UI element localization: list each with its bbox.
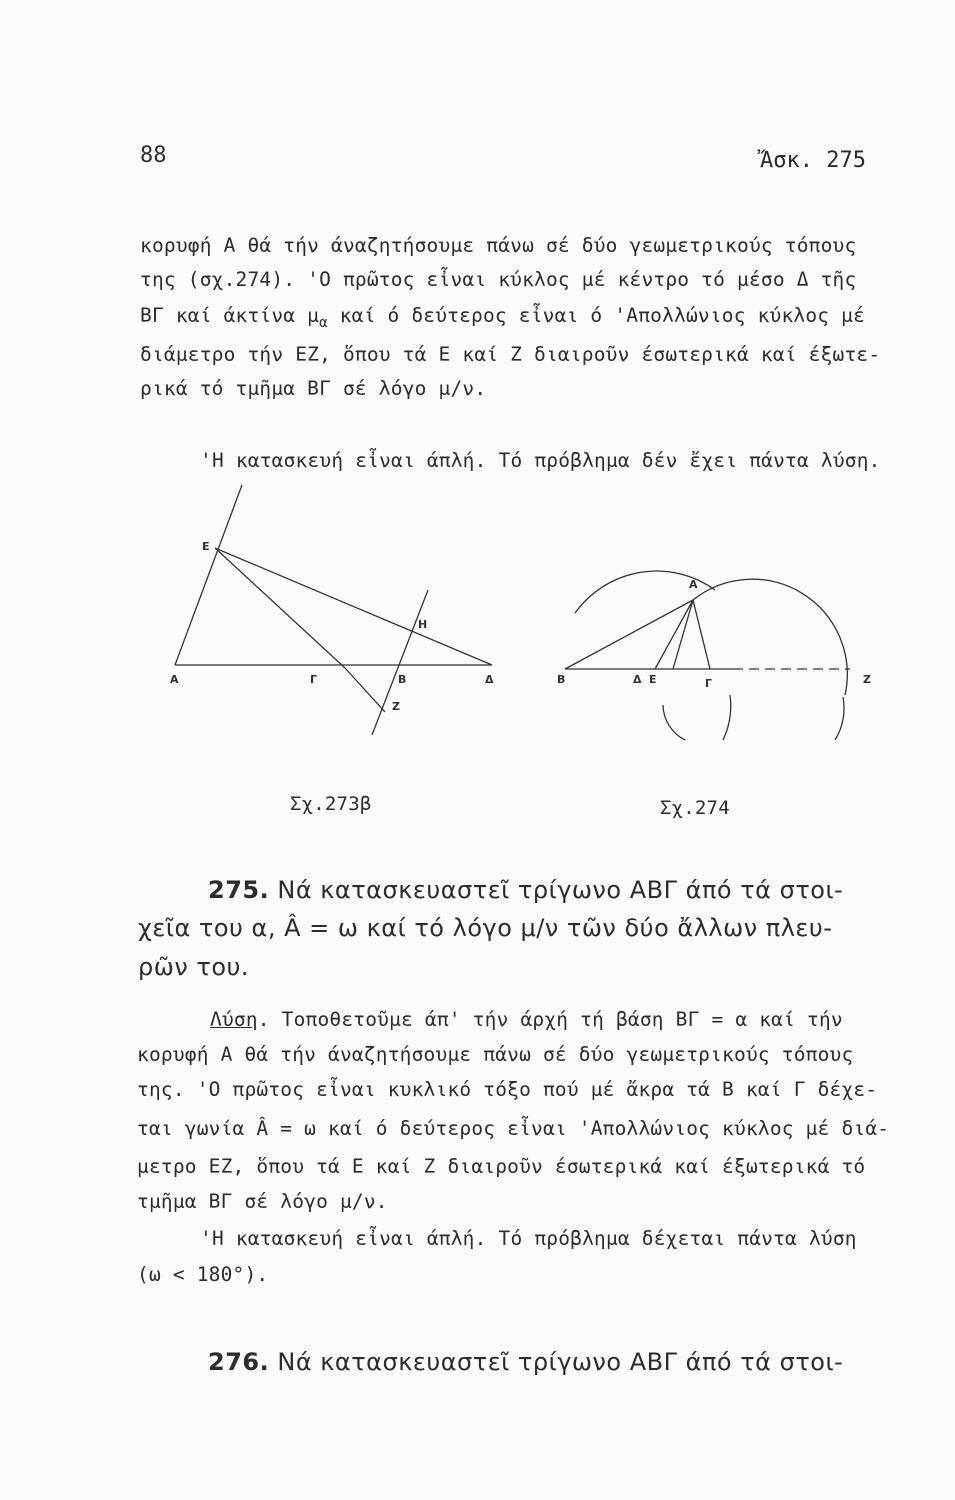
solution-label: Λύση bbox=[210, 1008, 258, 1031]
exercise-275-statement-3: ρῶν του. bbox=[138, 953, 250, 981]
intro-line-1: κορυφή Α θά τήν άναζητήσουμε πάνω σέ δύο γεωμετρικούς τόπους bbox=[140, 234, 857, 257]
line-ed bbox=[215, 548, 492, 665]
intro-line-3-part-a: ΒΓ καί άκτίνα μ bbox=[140, 304, 320, 327]
intro-line-2: της (σχ.274). 'Ο πρῶτος εἶναι κύκλος μέ κέντρο τό μέσο Δ τῆς bbox=[140, 268, 857, 291]
arc-apollonius-right bbox=[835, 697, 844, 740]
label-b: Β bbox=[557, 673, 566, 686]
line-eg bbox=[215, 548, 345, 668]
intro-line-6: 'Η κατασκευή εἶναι άπλή. Τό πρόβλημα δέν ἔχει πάντα λύση. bbox=[200, 449, 881, 472]
solution-line-1 bbox=[210, 1008, 843, 1031]
arc-apollonius-left bbox=[663, 705, 685, 740]
solution-line-4: ται γωνία Â = ω καί ό δεύτερος εἶναι 'Απολλώνιος κύκλος μέ διά- bbox=[137, 1117, 890, 1140]
label-a: Α bbox=[689, 578, 698, 591]
label-e: Ε bbox=[202, 540, 210, 553]
intro-line-5: ρικά τό τμῆμα ΒΓ σέ λόγο μ/ν. bbox=[140, 377, 487, 400]
line-gz bbox=[345, 668, 385, 712]
line-ae bbox=[673, 600, 693, 669]
exercise-276-number: 276. bbox=[208, 1348, 270, 1376]
label-d: Δ bbox=[485, 673, 494, 686]
label-g: Γ bbox=[310, 673, 318, 686]
exercise-275-statement-1: Νά κατασκευαστεῖ τρίγωνο ΑΒΓ άπό τά στοι- bbox=[277, 876, 844, 904]
solution-line-2: κορυφή Α θά τήν άναζητήσουμε πάνω σέ δύο γεωμετρικούς τόπους bbox=[137, 1043, 854, 1066]
figure-274 bbox=[545, 555, 885, 755]
page-number: 88 bbox=[140, 143, 167, 168]
subscript-alpha: α bbox=[319, 314, 328, 331]
label-h: Η bbox=[418, 618, 428, 631]
line-hz bbox=[372, 590, 428, 735]
solution-line-7: 'Η κατασκευή εἶναι άπλή. Τό πρόβλημα δέχεται πάντα λύση bbox=[200, 1227, 857, 1250]
exercise-275-line-1 bbox=[208, 876, 843, 904]
solution-line-3: της. 'Ο πρῶτος εἶναι κυκλικό τόξο πού μέ ἄκρα τά Β καί Γ δέχε- bbox=[137, 1078, 878, 1101]
label-z: Ζ bbox=[392, 700, 400, 713]
arc-apollonius-top bbox=[693, 579, 847, 695]
solution-line-8: (ω < 180°). bbox=[137, 1263, 269, 1286]
exercise-275-number: 275. bbox=[208, 876, 270, 904]
label-d: Δ bbox=[633, 673, 642, 686]
label-e: Ε bbox=[649, 673, 657, 686]
caption-274: Σχ.274 bbox=[660, 797, 730, 819]
line-ae-extended bbox=[175, 485, 242, 665]
line-ag bbox=[693, 600, 710, 669]
label-z: Ζ bbox=[863, 673, 871, 686]
exercise-reference: Ἄσκ. 275 bbox=[760, 148, 866, 173]
caption-273b: Σχ.273β bbox=[290, 793, 372, 815]
figure-273b bbox=[160, 480, 510, 750]
label-a: Α bbox=[170, 673, 179, 686]
intro-line-3-part-b: καί ό δεύτερος εἶναι ό 'Απολλώνιος κύκλος μέ bbox=[327, 304, 866, 327]
exercise-276-line-1 bbox=[208, 1348, 843, 1376]
arc-median-right bbox=[723, 695, 731, 740]
label-g: Γ bbox=[705, 677, 713, 690]
intro-line-3 bbox=[140, 304, 865, 331]
solution-line-5: μετρο ΕΖ, ὅπου τά Ε καί Ζ διαιροῦν έσωτερικά καί έξωτερικά τό bbox=[137, 1155, 866, 1178]
label-b: Β bbox=[398, 673, 407, 686]
intro-line-4: διάμετρο τήν ΕΖ, ὅπου τά Ε καί Ζ διαιροῦν έσωτερικά καί έξωτε- bbox=[140, 343, 881, 366]
exercise-275-statement-2: χεῖα του α, Â = ω καί τό λόγο μ/ν τῶν δύο ἄλλων πλευ- bbox=[138, 914, 833, 942]
exercise-276-statement: Νά κατασκευαστεῖ τρίγωνο ΑΒΓ άπό τά στοι- bbox=[277, 1348, 844, 1376]
solution-line-6: τμῆμα ΒΓ σέ λόγο μ/ν. bbox=[137, 1190, 388, 1213]
solution-text-1: . Τοποθετοῦμε άπ' τήν άρχή τή βάση ΒΓ = α καί τήν bbox=[257, 1008, 843, 1031]
